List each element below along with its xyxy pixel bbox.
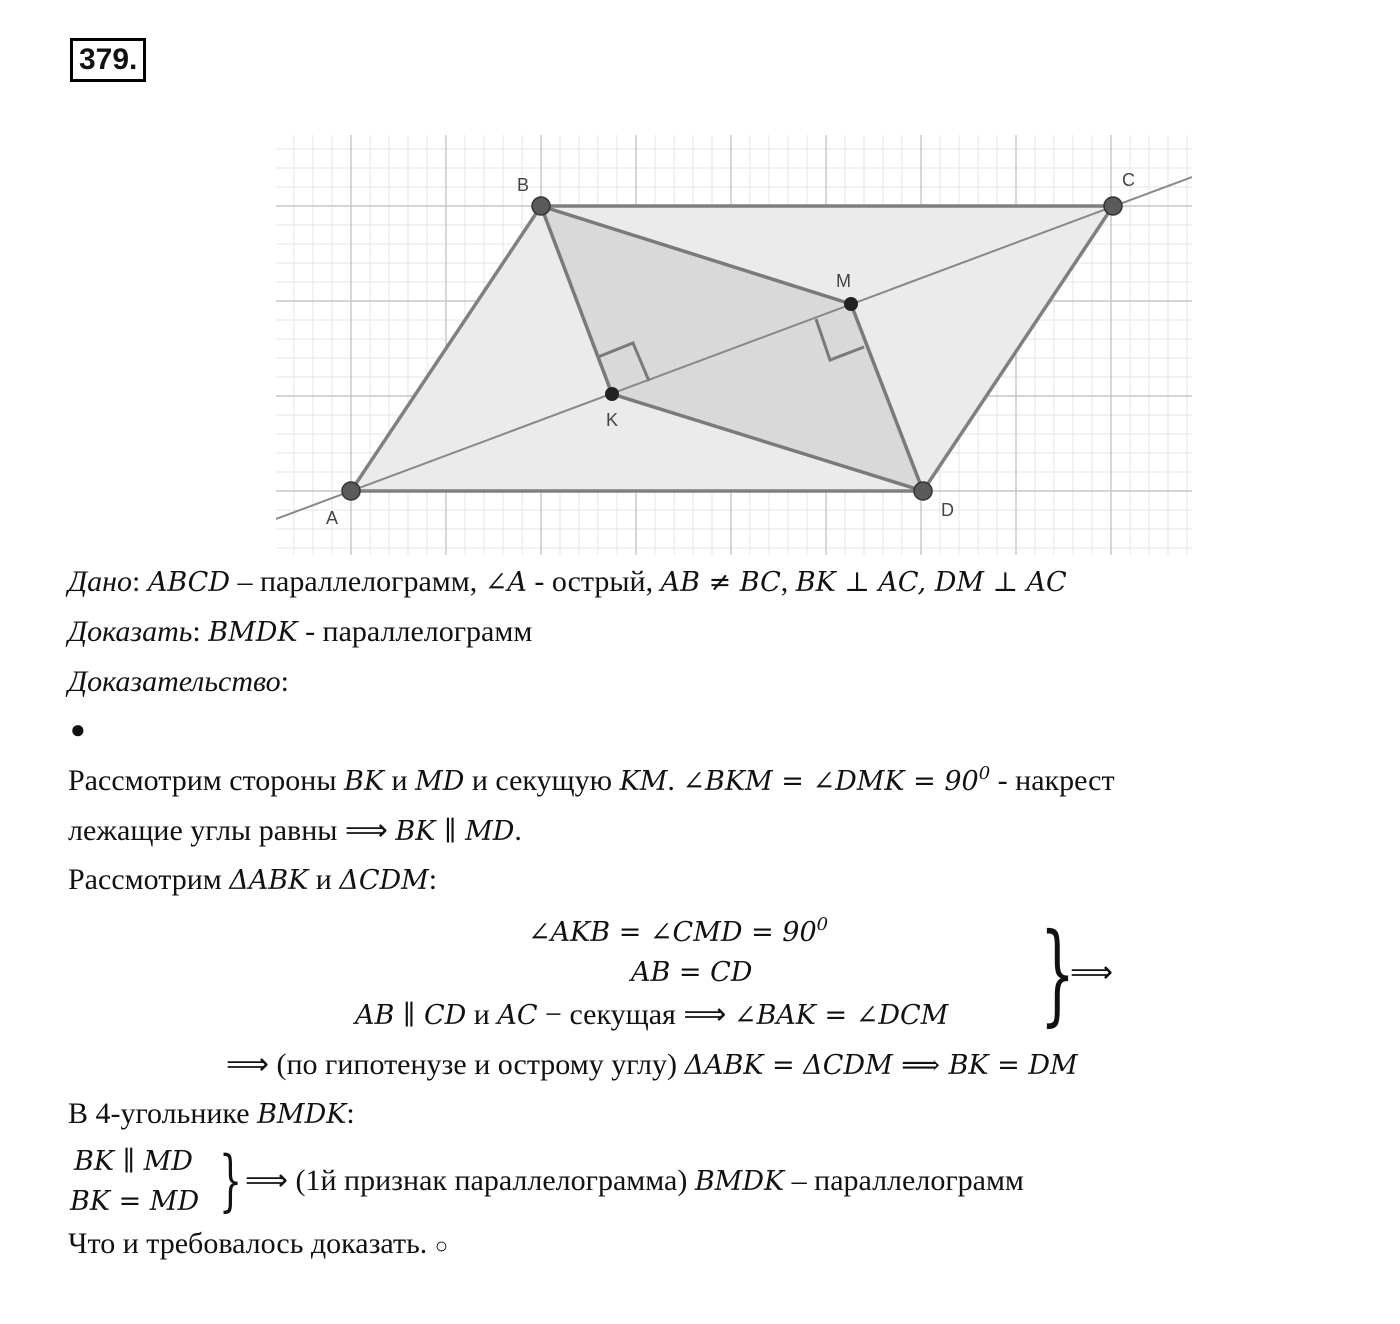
label-m: M — [836, 271, 851, 291]
point-b — [532, 197, 550, 215]
final-conclusion: ⟹ (1й признак параллелограмма) BMDK – параллелограмм — [245, 1164, 1024, 1197]
final-line-1: BK ∥ MD — [74, 1146, 193, 1177]
final-brace: } — [219, 1142, 243, 1219]
proof-paragraph-1: Рассмотрим стороны BK и MD и секущую KM. ∠BKM = ∠DMK = $90^0$ - накрест — [68, 763, 1115, 797]
point-k — [605, 387, 619, 401]
system-line-1: ∠AKB = ∠CMD = $90^0$ — [528, 914, 829, 948]
label-c: C — [1122, 170, 1135, 190]
prove-line: Доказать: BMDK - параллелограмм — [68, 615, 533, 648]
given-line: Дано: ABCD – параллелограмм, ∠A - острый, AB ≠ BC, BK ⊥ AC, DM ⊥ AC — [68, 565, 1067, 598]
point-c — [1104, 197, 1122, 215]
label-a: A — [326, 508, 339, 528]
system-line-2: AB = CD — [631, 957, 753, 988]
bullet: ● — [70, 715, 86, 744]
proof-paragraph-2: лежащие углы равны ⟹ BK ∥ MD. — [68, 814, 522, 847]
system-line-3: AB ∥ CD и AC − секущая ⟹ ∠BAK = ∠DCM — [355, 998, 949, 1031]
geometry-figure — [276, 135, 1192, 555]
problem-number: 379. — [70, 38, 146, 82]
point-a — [342, 482, 360, 500]
label-b: B — [517, 175, 530, 195]
proof-paragraph-3: Рассмотрим ΔABK и ΔCDM: — [68, 863, 438, 896]
point-m — [844, 297, 858, 311]
point-d — [914, 482, 932, 500]
final-line-2: BK = MD — [70, 1186, 200, 1217]
qed-mark: ○ — [434, 1233, 449, 1258]
proof-heading: Доказательство: — [68, 665, 289, 698]
qed-line: Что и требовалось доказать. ○ — [68, 1227, 449, 1260]
system-implies: ⟹ — [1070, 956, 1114, 989]
conclusion-line: ⟹ (по гипотенузе и острому углу) ΔABK = ΔCDM ⟹ BK = DM — [226, 1048, 1078, 1081]
label-d: D — [941, 500, 954, 520]
system-brace: } — [1040, 909, 1075, 1037]
label-k: K — [606, 410, 619, 430]
quadrilateral-line: В 4-угольнике BMDK: — [68, 1097, 355, 1130]
